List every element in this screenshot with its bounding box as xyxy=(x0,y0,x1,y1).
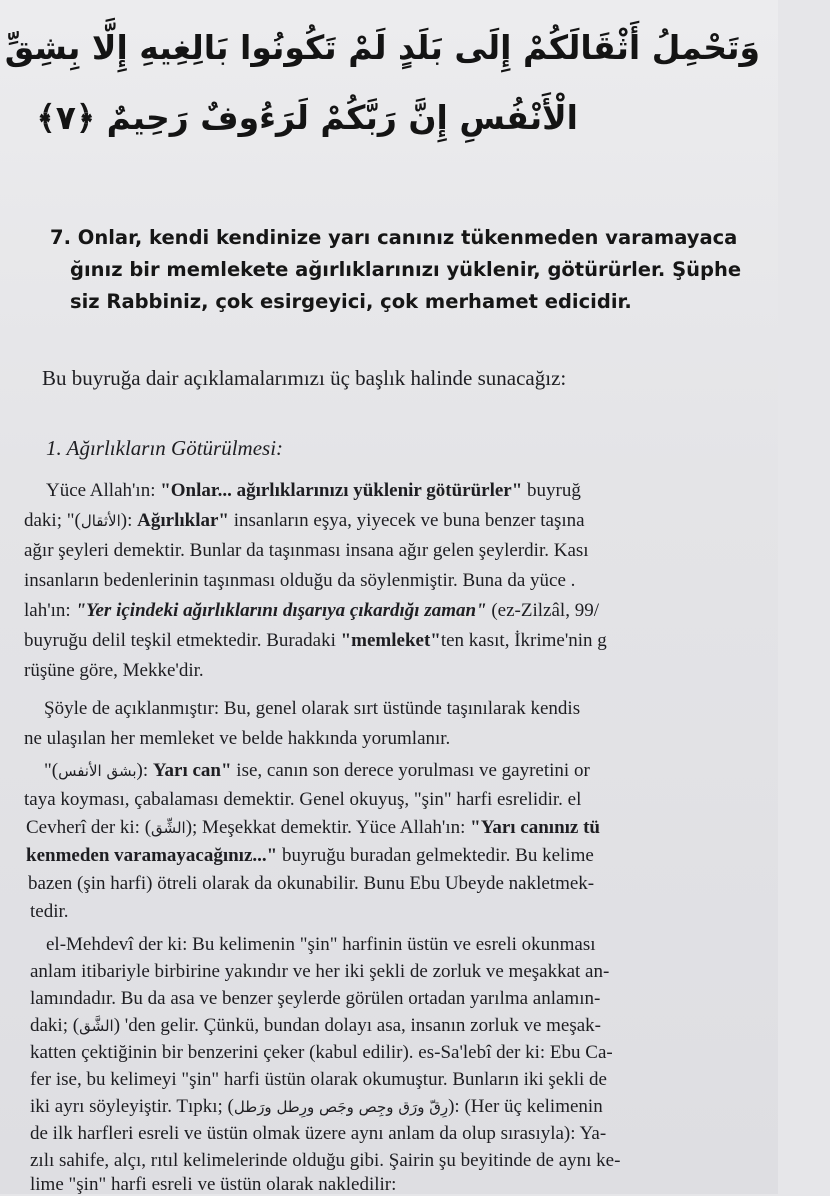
intro-text: Bu buyruğa dair açıklamalarımızı üç başlık halinde sunacağız: xyxy=(42,366,567,390)
p1-line-3: ağır şeyleri demektir. Bunlar da taşınması insana ağır gelen şeylerdir. Kası xyxy=(24,540,589,561)
p4-line-4: daki; (الشَّق) 'den gelir. Çünkü, bundan dolayı asa, insanın zorluk ve meşak- xyxy=(30,1015,602,1036)
p1-line-2: daki; "(الأثقال): Ağırlıklar" insanların eşya, yiyecek ve buna benzer taşına xyxy=(24,510,585,531)
p3-line-4: kenmeden varamayacağınız..." buyruğu buradan gelmektedir. Bu kelime xyxy=(26,845,594,866)
p3-line-6: tedir. xyxy=(30,901,69,922)
verse-translation-line-2: ğınız bir memlekete ağırlıklarınızı yüklenir, götürürler. Şüphe xyxy=(70,258,742,281)
p1-line-6: buyruğu delil teşkil etmektedir. Buradaki "memleket"ten kasıt, İkrime'nin g xyxy=(24,630,607,651)
verse-translation-line-1: 7. Onlar, kendi kendinize yarı canınız tükenmeden varamayaca xyxy=(50,226,738,249)
p4-line-2: anlam itibariyle birbirine yakındır ve her iki şekli de zorluk ve meşakkat an- xyxy=(30,961,610,982)
p4-line-10: lime "şin" harfi esreli ve üstün olarak nakledilir: xyxy=(30,1174,397,1195)
p4-line-6: fer ise, bu kelimeyi "şin" harfi üstün olarak okumuştur. Bunların iki şekli de xyxy=(30,1069,607,1090)
p4-line-9: zılı sahife, alçı, rıtıl kelimelerinde olduğu gibi. Şairin şu beyitinde de aynı ke- xyxy=(30,1150,621,1171)
p2-line-2: ne ulaşılan her memleket ve belde hakkında yorumlanır. xyxy=(24,728,451,749)
p1-line-7: rüşüne göre, Mekke'dir. xyxy=(24,660,204,681)
p1-line-1: Yüce Allah'ın: "Onlar... ağırlıklarınızı yüklenir götürürler" buyruğ xyxy=(46,480,581,501)
p4-line-3: lamındadır. Bu da asa ve benzer şeylerde görülen ortadan yarılma anlamın- xyxy=(30,988,601,1009)
section-heading: 1. Ağırlıkların Götürülmesi: xyxy=(46,436,284,460)
p3-line-5: bazen (şin harfi) ötreli olarak da okunabilir. Bunu Ebu Ubeyde nakletmek- xyxy=(28,873,595,894)
p2-line-1: Şöyle de açıklanmıştır: Bu, genel olarak sırt üstünde taşınılarak kendis xyxy=(44,698,581,719)
p4-line-7: iki ayrı söyleyiştir. Tıpkı; (رِقّ ورَق وجِص وجَص ورِطل ورَطل): (Her üç kelimenin xyxy=(30,1096,603,1117)
verse-translation-line-3: siz Rabbiniz, çok esirgeyici, çok merhamet edicidir. xyxy=(70,290,632,313)
p3-line-3: Cevherî der ki: (الشِّق); Meşekkat demektir. Yüce Allah'ın: "Yarı canınız tü xyxy=(26,817,600,838)
arabic-verse-line-1: وَتَحْمِلُ أَثْقَالَكُمْ إِلَى بَلَدٍ لَمْ تَكُونُوا بَالِغِيهِ إِلَّا بِشِقِّ xyxy=(4,28,760,67)
p1-line-4: insanların bedenlerinin taşınması olduğu da söylenmiştir. Buna da yüce . xyxy=(24,570,576,591)
p1-line-5: lah'ın: "Yer içindeki ağırlıklarını dışarıya çıkardığı zaman" (ez-Zilzâl, 99/ xyxy=(24,600,599,621)
p4-line-1: el-Mehdevî der ki: Bu kelimenin "şin" harfinin üstün ve esreli okunması xyxy=(46,934,596,955)
p3-line-1: "(بشق الأنفس): Yarı can" ise, canın son derece yorulması ve gayretini or xyxy=(44,760,590,781)
p4-line-8: de ilk harfleri esreli ve üstün olmak üzere aynı anlam da olup sırasıyla): Ya- xyxy=(30,1123,607,1144)
p3-line-2: taya koyması, çabalaması demektir. Genel okuyuş, "şin" harfi esrelidir. el xyxy=(24,789,582,810)
arabic-verse-line-2: الْأَنْفُسِ إِنَّ رَبَّكُمْ لَرَءُوفٌ رَحِيمٌ ﴿٧﴾ xyxy=(36,98,578,137)
p4-line-5: katten çektiğinin bir benzerini çeker (kabul edilir). es-Sa'lebî der ki: Ebu Ca- xyxy=(30,1042,613,1063)
